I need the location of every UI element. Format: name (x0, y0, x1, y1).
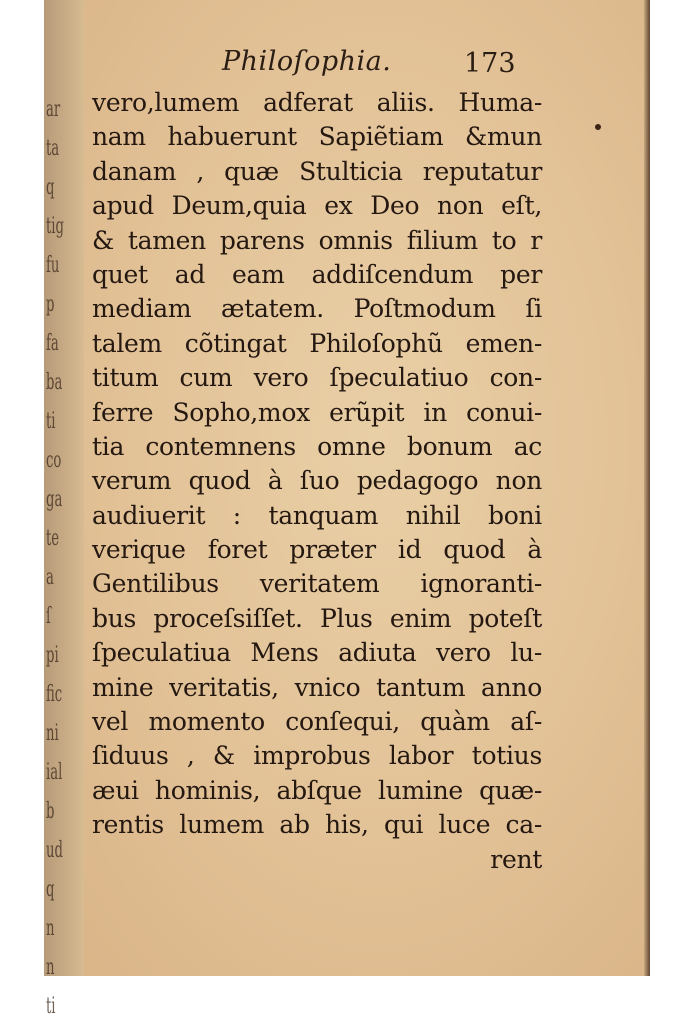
text-line: verum quod à ſuo pedagogo non (92, 466, 542, 496)
text-line: vel momento conſequi, quàm aſ- (92, 707, 542, 737)
margin-fragment: ud (46, 838, 63, 863)
text-line: audiuerit : tanquam nihil boni (92, 500, 542, 530)
margin-fragment: n (46, 916, 55, 941)
text-line: talem cõtingat Philoſophũ emen- (92, 328, 542, 358)
text-line: vero,lumem adferat aliis. Huma- (92, 88, 542, 117)
text-line: ſiduus , & improbus labor totius (92, 741, 542, 771)
text-line: Gentilibus veritatem ignoranti- (92, 569, 542, 599)
text-line: nam habuerunt Sapiẽtiam &mun (92, 122, 542, 152)
margin-fragment: n (46, 955, 55, 980)
margin-fragment: ga (46, 487, 63, 512)
margin-fragment: p (46, 292, 55, 317)
text-line: mediam ætatem. Poſtmodum ſi (92, 294, 542, 324)
body-text (92, 86, 542, 877)
margin-fragment: a (46, 565, 54, 590)
page-edge (644, 0, 650, 976)
text-line: rentis lumem ab his, qui luce ca- (92, 810, 542, 840)
running-head (44, 40, 650, 84)
margin-fragment: ial (46, 760, 63, 785)
margin-fragment: q (46, 877, 55, 902)
margin-fragment: ſ (46, 604, 51, 629)
ink-speck (595, 124, 601, 130)
text-line: bus proceſsiſſet. Plus enim poteſt (92, 603, 542, 633)
running-title: Philoſophia. (222, 46, 392, 77)
text-line: ferre Sopho,mox erũpit in conui- (92, 397, 542, 427)
text-line: mine veritatis, vnico tantum anno (92, 672, 542, 702)
text-line: apud Deum,quia ex Deo non eſt, (92, 191, 542, 221)
margin-fragment: fa (46, 331, 59, 356)
page-gutter (44, 0, 84, 1019)
margin-fragment: co (46, 448, 62, 473)
margin-fragment: te (46, 526, 60, 551)
text-line: ſpeculatiua Mens adiuta vero lu- (92, 638, 542, 668)
text-line: verique foret præter id quod à (92, 535, 542, 565)
margin-fragment: q (46, 175, 55, 200)
margin-fragment: tig (46, 214, 64, 239)
margin-fragment: ti (46, 994, 56, 1019)
margin-fragment: pi (46, 643, 59, 668)
text-line: rent (490, 844, 542, 874)
text-line: & tamen parens omnis filium to r (92, 225, 542, 255)
margin-fragment: ba (46, 370, 63, 395)
margin-fragment: fic (46, 682, 63, 707)
text-line: tia contemnens omne bonum ac (92, 431, 542, 461)
margin-fragment: fu (46, 253, 60, 278)
margin-fragment: ti (46, 409, 56, 434)
margin-fragment: ni (46, 721, 59, 746)
text-line: æui hominis, abſque lumine quæ- (92, 775, 542, 805)
margin-fragment: ta (46, 136, 60, 161)
margin-fragment: ar (46, 97, 61, 122)
text-line: titum cum vero ſpeculatiuo con- (92, 363, 542, 393)
margin-fragment: b (46, 799, 55, 824)
text-line: quet ad eam addiſcendum per (92, 259, 542, 289)
book-page (44, 0, 650, 1019)
page-number: 173 (464, 48, 516, 79)
text-line: danam , quæ Stulticia reputatur (92, 156, 542, 186)
facing-page-fragments (46, 90, 80, 1019)
